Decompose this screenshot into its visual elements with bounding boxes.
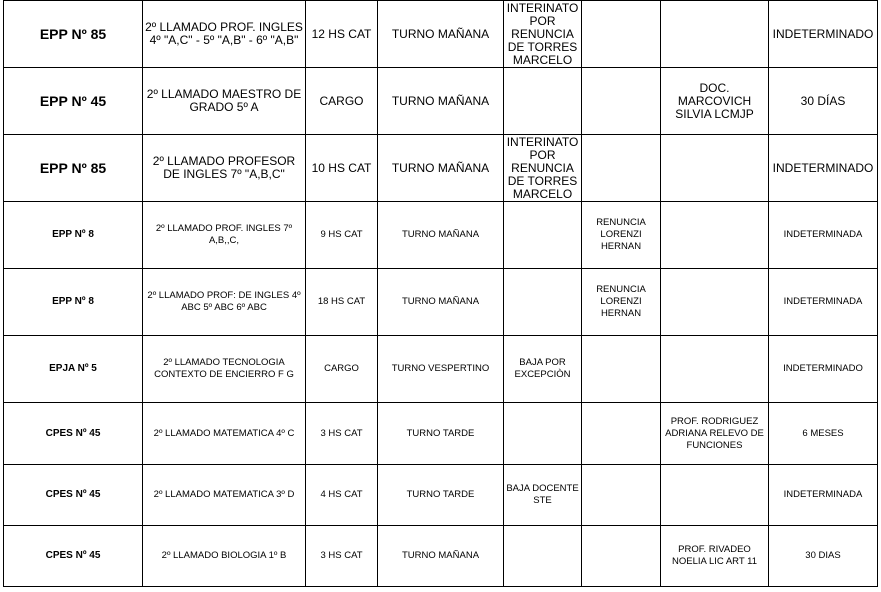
table-row (4, 269, 878, 336)
school-cell: EPP Nº 45 (4, 68, 143, 135)
shift-cell: TURNO MAÑANA (378, 68, 504, 135)
table-row (4, 1, 878, 68)
teacher-cell (661, 1, 769, 68)
duration-cell: INDETERMINADA (769, 465, 878, 526)
resignation-cell (582, 403, 661, 465)
duration-cell: INDETERMINADO (769, 135, 878, 202)
table-row (4, 526, 878, 587)
resignation-cell: RENUNCIA LORENZI HERNAN (582, 269, 661, 336)
hours-cell: 3 HS CAT (306, 403, 378, 465)
position-cell: 2º LLAMADO MAESTRO DE GRADO 5º A (143, 68, 306, 135)
reason-cell (504, 403, 582, 465)
school-cell: CPES Nº 45 (4, 403, 143, 465)
resignation-cell (582, 526, 661, 587)
position-cell: 2º LLAMADO BIOLOGIA 1º B (143, 526, 306, 587)
resignation-cell (582, 336, 661, 403)
position-cell: 2º LLAMADO PROF. INGLES 4º "A,C" - 5º "A,B" - 6º "A,B" (143, 1, 306, 68)
hours-cell: 3 HS CAT (306, 526, 378, 587)
reason-cell: BAJA DOCENTE STE (504, 465, 582, 526)
hours-cell: CARGO (306, 336, 378, 403)
teacher-cell (661, 269, 769, 336)
duration-cell: 30 DÍAS (769, 68, 878, 135)
shift-cell: TURNO TARDE (378, 465, 504, 526)
shift-cell: TURNO MAÑANA (378, 1, 504, 68)
duration-cell: INDETERMINADA (769, 269, 878, 336)
school-cell: CPES Nº 45 (4, 465, 143, 526)
shift-cell: TURNO TARDE (378, 403, 504, 465)
resignation-cell (582, 68, 661, 135)
position-cell: 2º LLAMADO PROFESOR DE INGLES 7º "A,B,C" (143, 135, 306, 202)
shift-cell: TURNO MAÑANA (378, 526, 504, 587)
table-row (4, 202, 878, 269)
hours-cell: 18 HS CAT (306, 269, 378, 336)
resignation-cell (582, 135, 661, 202)
shift-cell: TURNO VESPERTINO (378, 336, 504, 403)
teacher-cell (661, 465, 769, 526)
duration-cell: 6 MESES (769, 403, 878, 465)
school-cell: EPP Nº 85 (4, 1, 143, 68)
school-cell: EPP Nº 8 (4, 269, 143, 336)
teacher-cell (661, 202, 769, 269)
resignation-cell (582, 1, 661, 68)
reason-cell: INTERINATO POR RENUNCIA DE TORRES MARCELO (504, 135, 582, 202)
shift-cell: TURNO MAÑANA (378, 202, 504, 269)
table-row (4, 465, 878, 526)
school-cell: CPES Nº 45 (4, 526, 143, 587)
teacher-cell (661, 336, 769, 403)
reason-cell: INTERINATO POR RENUNCIA DE TORRES MARCELO (504, 1, 582, 68)
duration-cell: 30 DIAS (769, 526, 878, 587)
duration-cell: INDETERMINADA (769, 202, 878, 269)
position-cell: 2º LLAMADO MATEMATICA 4º C (143, 403, 306, 465)
reason-cell (504, 68, 582, 135)
reason-cell: BAJA POR EXCEPCIÒN (504, 336, 582, 403)
resignation-cell: RENUNCIA LORENZI HERNAN (582, 202, 661, 269)
reason-cell (504, 269, 582, 336)
shift-cell: TURNO MAÑANA (378, 269, 504, 336)
school-cell: EPP Nº 85 (4, 135, 143, 202)
table-row (4, 403, 878, 465)
hours-cell: 10 HS CAT (306, 135, 378, 202)
duration-cell: INDETERMINADO (769, 1, 878, 68)
duration-cell: INDETERMINADO (769, 336, 878, 403)
hours-cell: 12 HS CAT (306, 1, 378, 68)
resignation-cell (582, 465, 661, 526)
teacher-cell (661, 135, 769, 202)
hours-cell: CARGO (306, 68, 378, 135)
vacancy-table (3, 0, 878, 587)
position-cell: 2º LLAMADO MATEMATICA 3º D (143, 465, 306, 526)
teacher-cell: DOC. MARCOVICH SILVIA LCMJP (661, 68, 769, 135)
table-row (4, 68, 878, 135)
hours-cell: 9 HS CAT (306, 202, 378, 269)
school-cell: EPJA Nº 5 (4, 336, 143, 403)
hours-cell: 4 HS CAT (306, 465, 378, 526)
table-row (4, 336, 878, 403)
reason-cell (504, 526, 582, 587)
position-cell: 2º LLAMADO TECNOLOGIA CONTEXTO DE ENCIERRO F G (143, 336, 306, 403)
school-cell: EPP Nº 8 (4, 202, 143, 269)
table-row (4, 135, 878, 202)
teacher-cell: PROF. RIVADEO NOELIA LIC ART 11 (661, 526, 769, 587)
position-cell: 2º LLAMADO PROF: DE INGLES 4º ABC 5º ABC 6º ABC (143, 269, 306, 336)
teacher-cell: PROF. RODRIGUEZ ADRIANA RELEVO DE FUNCIONES (661, 403, 769, 465)
shift-cell: TURNO MAÑANA (378, 135, 504, 202)
reason-cell (504, 202, 582, 269)
position-cell: 2º LLAMADO PROF. INGLES 7º A,B,,C, (143, 202, 306, 269)
